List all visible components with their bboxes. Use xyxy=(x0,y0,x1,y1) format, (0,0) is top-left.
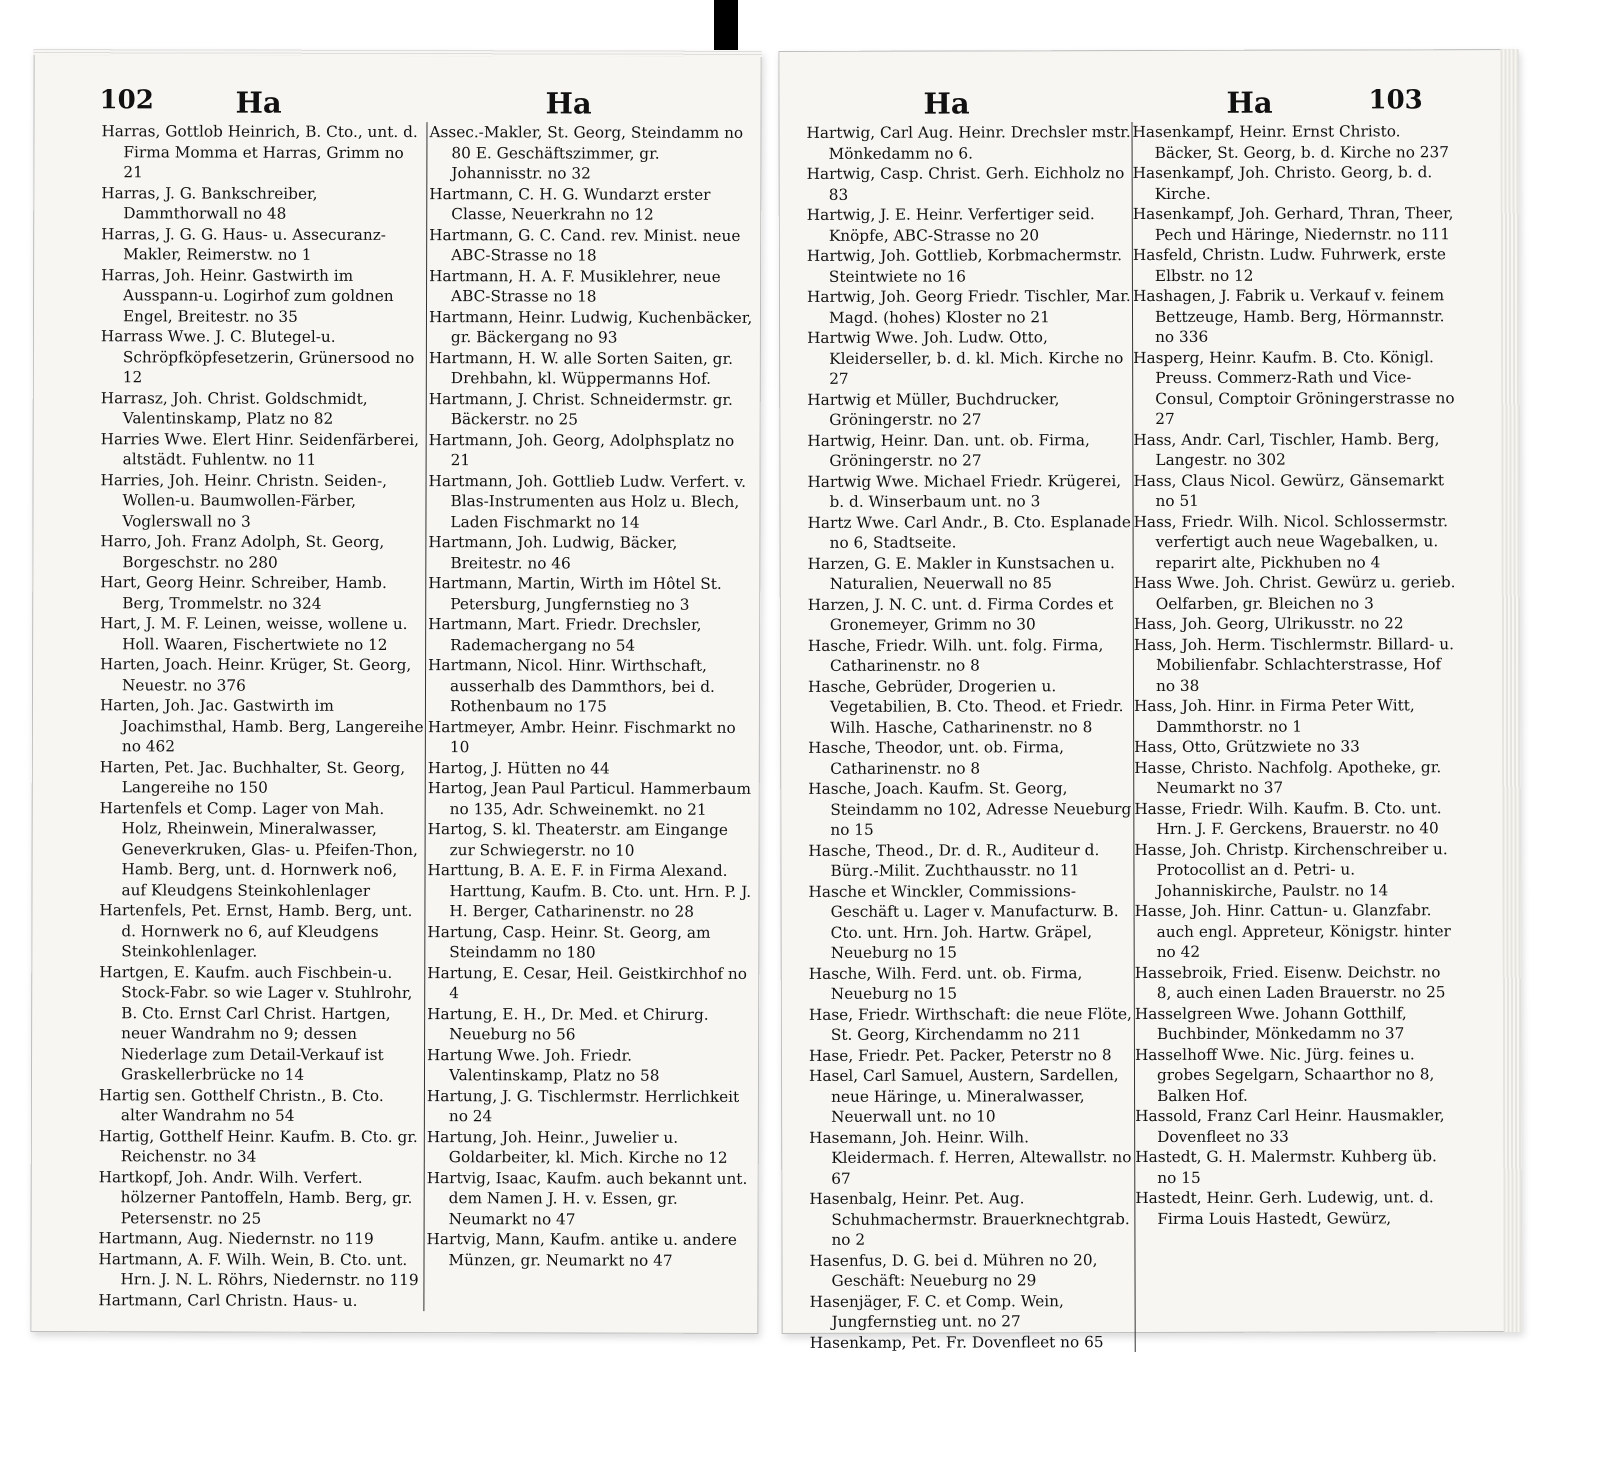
directory-entry: Harro, Joh. Franz Adolph, St. Georg, Borgeschstr. no 280 xyxy=(100,532,385,572)
directory-entry: Hartkopf, Joh. Andr. Wilh. Verfert. hölzerner Pantoffeln, Hamb. Berg, gr. Petersenstr. no 25 xyxy=(98,1167,413,1228)
directory-entry: Hartmann, Joh. Georg, Adolphsplatz no 21 xyxy=(428,430,735,470)
directory-entry: Hasenkampf, Heinr. Ernst Christo. Bäcker, St. Georg, b. d. Kirche no 237 xyxy=(1132,122,1450,162)
directory-entry: Hasenkamp, Pet. Fr. Dovenfleet no 65 xyxy=(809,1332,1104,1352)
directory-entry: Harras, Gottlob Heinrich, B. Cto., unt. d. Firma Momma et Harras, Grimm no 21 xyxy=(101,122,418,182)
directory-entry: Hasemann, Joh. Heinr. Wilh. Kleidermach. f. Herren, Altewallstr. no 67 xyxy=(809,1127,1132,1188)
directory-entry: Hasse, Joh. Hinr. Cattun- u. Glanzfabr. auch engl. Appreteur, Königstr. hinter no 42 xyxy=(1134,901,1451,961)
left-column-1 xyxy=(98,121,427,1311)
directory-entry: Hartung Wwe. Joh. Friedr. Valentinskamp, Platz no 58 xyxy=(427,1045,660,1085)
directory-entry: Hasche, Theod., Dr. d. R., Auditeur d. Bürg.-Milit. Zuchthausstr. no 11 xyxy=(808,840,1100,880)
directory-entry: Hartwig, Carl Aug. Heinr. Drechsler mstr. Mönkedamm no 6. xyxy=(806,123,1131,163)
directory-entry: Hartmann, H. A. F. Musiklehrer, neue ABC-Strasse no 18 xyxy=(429,266,721,306)
directory-entry: Hartvig, Isaac, Kaufm. auch bekannt unt. dem Namen J. H. v. Essen, gr. Neumarkt no 47 xyxy=(426,1168,748,1228)
directory-entry: Hasse, Friedr. Wilh. Kaufm. B. Cto. unt. Hrn. J. F. Gerckens, Brauerstr. no 40 xyxy=(1134,798,1442,838)
directory-entry: Hartwig Wwe. Joh. Ludw. Otto, Kleiderseller, b. d. kl. Mich. Kirche no 27 xyxy=(807,328,1124,388)
directory-entry: Hartmann, Mart. Friedr. Drechsler, Rademachergang no 54 xyxy=(428,615,702,655)
directory-entry: Hasenkampf, Joh. Christo. Georg, b. d. Kirche. xyxy=(1132,163,1433,203)
directory-entry: Hartenfels, Pet. Ernst, Hamb. Berg, unt. d. Hornwerk no 6, auf Kleudgens Steinkohlenlager. xyxy=(99,901,413,961)
directory-entry: Hashagen, J. Fabrik u. Verkauf v. feinem Bettzeuge, Hamb. Berg, Hörmannstr. no 336 xyxy=(1132,286,1445,346)
directory-entry: Hasche, Gebrüder, Drogerien u. Vegetabilien, B. Cto. Theod. et Friedr. Wilh. Hasche, Catharinenstr. no 8 xyxy=(807,676,1124,737)
directory-entry: Hartung, E. H., Dr. Med. et Chirurg. Neueburg no 56 xyxy=(427,1004,709,1044)
directory-entry: Harries Wwe. Elert Hinr. Seidenfärberei, altstädt. Fuhlentw. no 11 xyxy=(100,429,420,469)
directory-entry: Hartgen, E. Kaufm. auch Fischbein-u. Stock-Fabr. so wie Lager v. Stuhlrohr, B. Cto. Ernst Carl Christ. Hartgen, neuer Wandrahm no 9; dessen Niederlage zum Detail-Verkauf ist Graskellerbrücke no 14 xyxy=(99,962,413,1084)
directory-entry: Hasche, Friedr. Wilh. unt. folg. Firma, Catharinenstr. no 8 xyxy=(807,635,1104,675)
directory-entry: Hasenbalg, Heinr. Pet. Aug. Schuhmachermstr. Brauerknechtgrab. no 2 xyxy=(809,1189,1130,1249)
directory-entry: Hartung, Casp. Heinr. St. Georg, am Steindamm no 180 xyxy=(427,922,711,962)
directory-entry: Hasel, Carl Samuel, Austern, Sardellen, neue Häringe, u. Mineralwasser, Neuerwall unt. no 10 xyxy=(808,1066,1119,1126)
directory-entry: Hasche, Theodor, unt. ob. Firma, Catharinenstr. no 8 xyxy=(808,738,1064,778)
directory-entry: Hartmann, Carl Christn. Haus- u. xyxy=(98,1290,358,1310)
directory-entry: Hartmann, Joh. Gottlieb Ludw. Verfert. v. Blas-Instrumenten aus Holz u. Blech, Laden Fischmarkt no 14 xyxy=(428,471,747,532)
directory-entry: Hasche, Joach. Kaufm. St. Georg, Steindamm no 102, Adresse Neueburg no 15 xyxy=(808,779,1132,839)
directory-entry: Hart, J. M. F. Leinen, weisse, wollene u. Holl. Waaren, Fischertwiete no 12 xyxy=(100,614,408,654)
directory-entry: Hasenkampf, Joh. Gerhard, Thran, Theer, Pech und Häringe, Niedernstr. no 111 xyxy=(1132,204,1454,244)
directory-entry: Hartwig et Müller, Buchdrucker, Gröningerstr. no 27 xyxy=(807,389,1060,429)
directory-entry: Hartmann, C. H. G. Wundarzt erster Classe, Neuerkrahn no 12 xyxy=(429,184,711,224)
directory-entry: Hastedt, Heinr. Gerh. Ludewig, unt. d. Firma Louis Hastedt, Gewürz, xyxy=(1135,1188,1434,1228)
directory-entry: Harten, Pet. Jac. Buchhalter, St. Georg, Langereihe no 150 xyxy=(99,757,406,797)
left-page-number: 102 xyxy=(99,85,154,116)
directory-entry: Harttung, B. A. E. F. in Firma Alexand. Harttung, Kaufm. B. Cto. unt. Hrn. P. J. H. Berger, Catharinenstr. no 28 xyxy=(427,861,752,921)
directory-entry: Harries, Joh. Heinr. Christn. Seiden-, Wollen-u. Baumwollen-Färber, Voglerswall no 3 xyxy=(100,470,388,531)
directory-entry: Hass, Joh. Georg, Ulrikusstr. no 22 xyxy=(1133,614,1404,634)
right-page-number: 103 xyxy=(1368,85,1423,116)
directory-entry: Hass, Otto, Grützwiete no 33 xyxy=(1134,737,1360,757)
directory-entry: Harzen, G. E. Makler in Kunstsachen u. Naturalien, Neuerwall no 85 xyxy=(807,553,1115,593)
directory-entry: Hartwig, Heinr. Dan. unt. ob. Firma, Gröningerstr. no 27 xyxy=(807,430,1090,470)
directory-entry: Hase, Friedr. Pet. Packer, Peterstr no 8 xyxy=(808,1045,1112,1065)
directory-entry: Harras, Joh. Heinr. Gastwirth im Ausspann-u. Logirhof zum goldnen Engel, Breitestr. no 35 xyxy=(101,265,394,326)
directory-entry: Hartwig, Joh. Georg Friedr. Tischler, Mar. Magd. (hohes) Kloster no 21 xyxy=(806,287,1131,327)
right-header-ha-1: Ha xyxy=(923,86,970,121)
right-header-ha-2: Ha xyxy=(1226,85,1273,120)
directory-entry: Hartwig Wwe. Michael Friedr. Krügerei, b. d. Winserbaum unt. no 3 xyxy=(807,471,1122,511)
directory-entry: Hartwig, J. E. Heinr. Verfertiger seid. Knöpfe, ABC-Strasse no 20 xyxy=(806,205,1095,245)
directory-entry: Hartmann, Aug. Niedernstr. no 119 xyxy=(98,1229,374,1248)
directory-entry: Hartmeyer, Ambr. Heinr. Fischmarkt no 10 xyxy=(427,717,736,757)
directory-entry: Harten, Joach. Heinr. Krüger, St. Georg, Neuestr. no 376 xyxy=(100,655,412,695)
directory-entry: Hasse, Joh. Christp. Kirchenschreiber u. Protocollist an d. Petri- u. Johanniskirche, Paulstr. no 14 xyxy=(1134,839,1448,900)
directory-entry: Hass, Joh. Herm. Tischlermstr. Billard- u. Mobilienfabr. Schlachterstrasse, Hof no 38 xyxy=(1133,634,1455,695)
directory-entry: Hasche, Wilh. Ferd. unt. ob. Firma, Neueburg no 15 xyxy=(808,963,1083,1003)
directory-entry: Hartog, J. Hütten no 44 xyxy=(427,758,610,778)
directory-entry: Hartog, Jean Paul Particul. Hammerbaum no 135, Adr. Schweinemkt. no 21 xyxy=(427,779,751,819)
directory-entry: Hartmann, Heinr. Ludwig, Kuchenbäcker, gr. Bäckergang no 93 xyxy=(428,307,753,347)
directory-entry: Hasselhoff Wwe. Nic. Jürg. feines u. grobes Segelgarn, Schaarthor no 8, Balken Hof. xyxy=(1134,1044,1435,1105)
left-page xyxy=(30,49,761,1334)
directory-entry: Hartmann, H. W. alle Sorten Saiten, gr. Drehbahn, kl. Wüppermanns Hof. xyxy=(428,348,734,388)
left-header-ha-2: Ha xyxy=(545,86,592,121)
left-column-2 xyxy=(426,122,754,1271)
directory-entry: Hartz Wwe. Carl Andr., B. Cto. Esplanade no 6, Stadtseite. xyxy=(807,512,1131,552)
directory-entry: Assec.-Makler, St. Georg, Steindamm no 80 E. Geschäftszimmer, gr. Johannisstr. no 32 xyxy=(429,123,744,183)
directory-entry: Hass, Joh. Hinr. in Firma Peter Witt, Dammthorstr. no 1 xyxy=(1134,696,1415,736)
directory-entry: Hasenjäger, F. C. et Comp. Wein, Jungfernstieg unt. no 27 xyxy=(809,1291,1064,1331)
directory-entry: Hastedt, G. H. Malermstr. Kuhberg üb. no 15 xyxy=(1135,1147,1437,1187)
directory-entry: Harzen, J. N. C. unt. d. Firma Cordes et Gronemeyer, Grimm no 30 xyxy=(807,594,1114,634)
directory-entry: Hasselgreen Wwe. Johann Gotthilf, Buchbinder, Mönkedamm no 37 xyxy=(1134,1003,1407,1043)
directory-entry: Hasenfus, D. G. bei d. Mühren no 20, Geschäft: Neueburg no 29 xyxy=(809,1250,1098,1290)
directory-entry: Hartmann, Joh. Ludwig, Bäcker, Breitestr. no 46 xyxy=(428,533,678,572)
directory-entry: Hartmann, A. F. Wilh. Wein, B. Cto. unt. Hrn. J. N. L. Röhrs, Niedernstr. no 119 xyxy=(98,1249,419,1290)
directory-entry: Hartmann, J. Christ. Schneidermstr. gr. Bäckerstr. no 25 xyxy=(428,389,733,429)
directory-entry: Hartig sen. Gotthelf Christn., B. Cto. alter Wandrahm no 54 xyxy=(98,1085,384,1125)
directory-entry: Hass, Friedr. Wilh. Nicol. Schlossermstr. verfertigt auch neue Wagebalken, u. reparirt alte, Pickhuben no 4 xyxy=(1133,511,1449,572)
directory-entry: Hasche et Winckler, Commissions-Geschäft u. Lager v. Manufacturw. B. Cto. unt. Hrn. Joh. Hartw. Gräpel, Neueburg no 15 xyxy=(808,881,1119,962)
right-page xyxy=(778,49,1521,1352)
directory-entry: Hartvig, Mann, Kaufm. antike u. andere Münzen, gr. Neumarkt no 47 xyxy=(426,1230,738,1270)
directory-entry: Harten, Joh. Jac. Gastwirth im Joachimsthal, Hamb. Berg, Langereihe no 462 xyxy=(99,696,424,756)
right-column-1 xyxy=(807,122,1136,1353)
directory-entry: Harras, J. G. Bankschreiber, Dammthorwall no 48 xyxy=(101,183,318,223)
directory-entry: Hass, Claus Nicol. Gewürz, Gänsemarkt no 51 xyxy=(1133,470,1445,510)
directory-entry: Hasperg, Heinr. Kaufm. B. Cto. Königl. Preuss. Commerz-Rath und Vice-Consul, Comptoir Gröningerstrasse no 27 xyxy=(1133,347,1455,428)
directory-entry: Hasfeld, Christn. Ludw. Fuhrwerk, erste Elbstr. no 12 xyxy=(1132,245,1446,285)
directory-entry: Hartmann, Martin, Wirth im Hôtel St. Petersburg, Jungfernstieg no 3 xyxy=(428,574,722,614)
right-column-2 xyxy=(1133,121,1461,1229)
directory-entry: Hartmann, Nicol. Hinr. Wirthschaft, ausserhalb des Dammthors, bei d. Rothenbaum no 175 xyxy=(428,656,715,716)
directory-entry: Hass, Andr. Carl, Tischler, Hamb. Berg, Langestr. no 302 xyxy=(1133,429,1440,469)
directory-entry: Hartmann, G. C. Cand. rev. Minist. neue ABC-Strasse no 18 xyxy=(429,225,741,265)
left-header-ha-1: Ha xyxy=(235,85,282,120)
directory-entry: Hase, Friedr. Wirthschaft: die neue Flöte, St. Georg, Kirchendamm no 211 xyxy=(808,1004,1132,1044)
directory-entry: Hassold, Franz Carl Heinr. Hausmakler, Dovenfleet no 33 xyxy=(1135,1106,1445,1146)
directory-entry: Hartenfels et Comp. Lager von Mah. Holz, Rheinwein, Mineralwasser, Geneverkruken, Glas- u. Pfeifen-Thon, Hamb. Berg, unt. d. Hornwerk no6, auf Kleudgens Steinkohlenlager xyxy=(99,798,418,900)
directory-entry: Hartog, S. kl. Theaterstr. am Eingange zur Schwiegerstr. no 10 xyxy=(427,820,728,860)
directory-entry: Harras, J. G. G. Haus- u. Assecuranz-Makler, Reimerstw. no 1 xyxy=(101,224,386,264)
directory-entry: Hartwig, Joh. Gottlieb, Korbmachermstr. Steintwiete no 16 xyxy=(806,246,1123,286)
directory-entry: Hartig, Gotthelf Heinr. Kaufm. B. Cto. gr. Reichenstr. no 34 xyxy=(98,1126,418,1166)
directory-entry: Harrass Wwe. J. C. Blutegel-u. Schröpfköpfesetzerin, Grünersood no 12 xyxy=(100,327,415,387)
directory-entry: Hasse, Christo. Nachfolg. Apotheke, gr. Neumarkt no 37 xyxy=(1134,757,1442,797)
directory-entry: Hass Wwe. Joh. Christ. Gewürz u. gerieb. Oelfarben, gr. Bleichen no 3 xyxy=(1133,573,1456,613)
directory-entry: Hart, Georg Heinr. Schreiber, Hamb. Berg, Trommelstr. no 324 xyxy=(100,573,387,613)
directory-entry: Hassebroik, Fried. Eisenw. Deichstr. no 8, auch einen Laden Brauerstr. no 25 xyxy=(1134,962,1446,1002)
directory-entry: Hartung, E. Cesar, Heil. Geistkirchhof no 4 xyxy=(427,963,748,1003)
directory-entry: Hartung, J. G. Tischlermstr. Herrlichkeit no 24 xyxy=(426,1086,740,1126)
directory-entry: Hartwig, Casp. Christ. Gerh. Eichholz no 83 xyxy=(806,164,1125,204)
directory-entry: Hartung, Joh. Heinr., Juwelier u. Goldarbeiter, kl. Mich. Kirche no 12 xyxy=(426,1127,728,1167)
directory-entry: Harrasz, Joh. Christ. Goldschmidt, Valentinskamp, Platz no 82 xyxy=(100,388,368,428)
book-spine-strip xyxy=(714,0,738,50)
